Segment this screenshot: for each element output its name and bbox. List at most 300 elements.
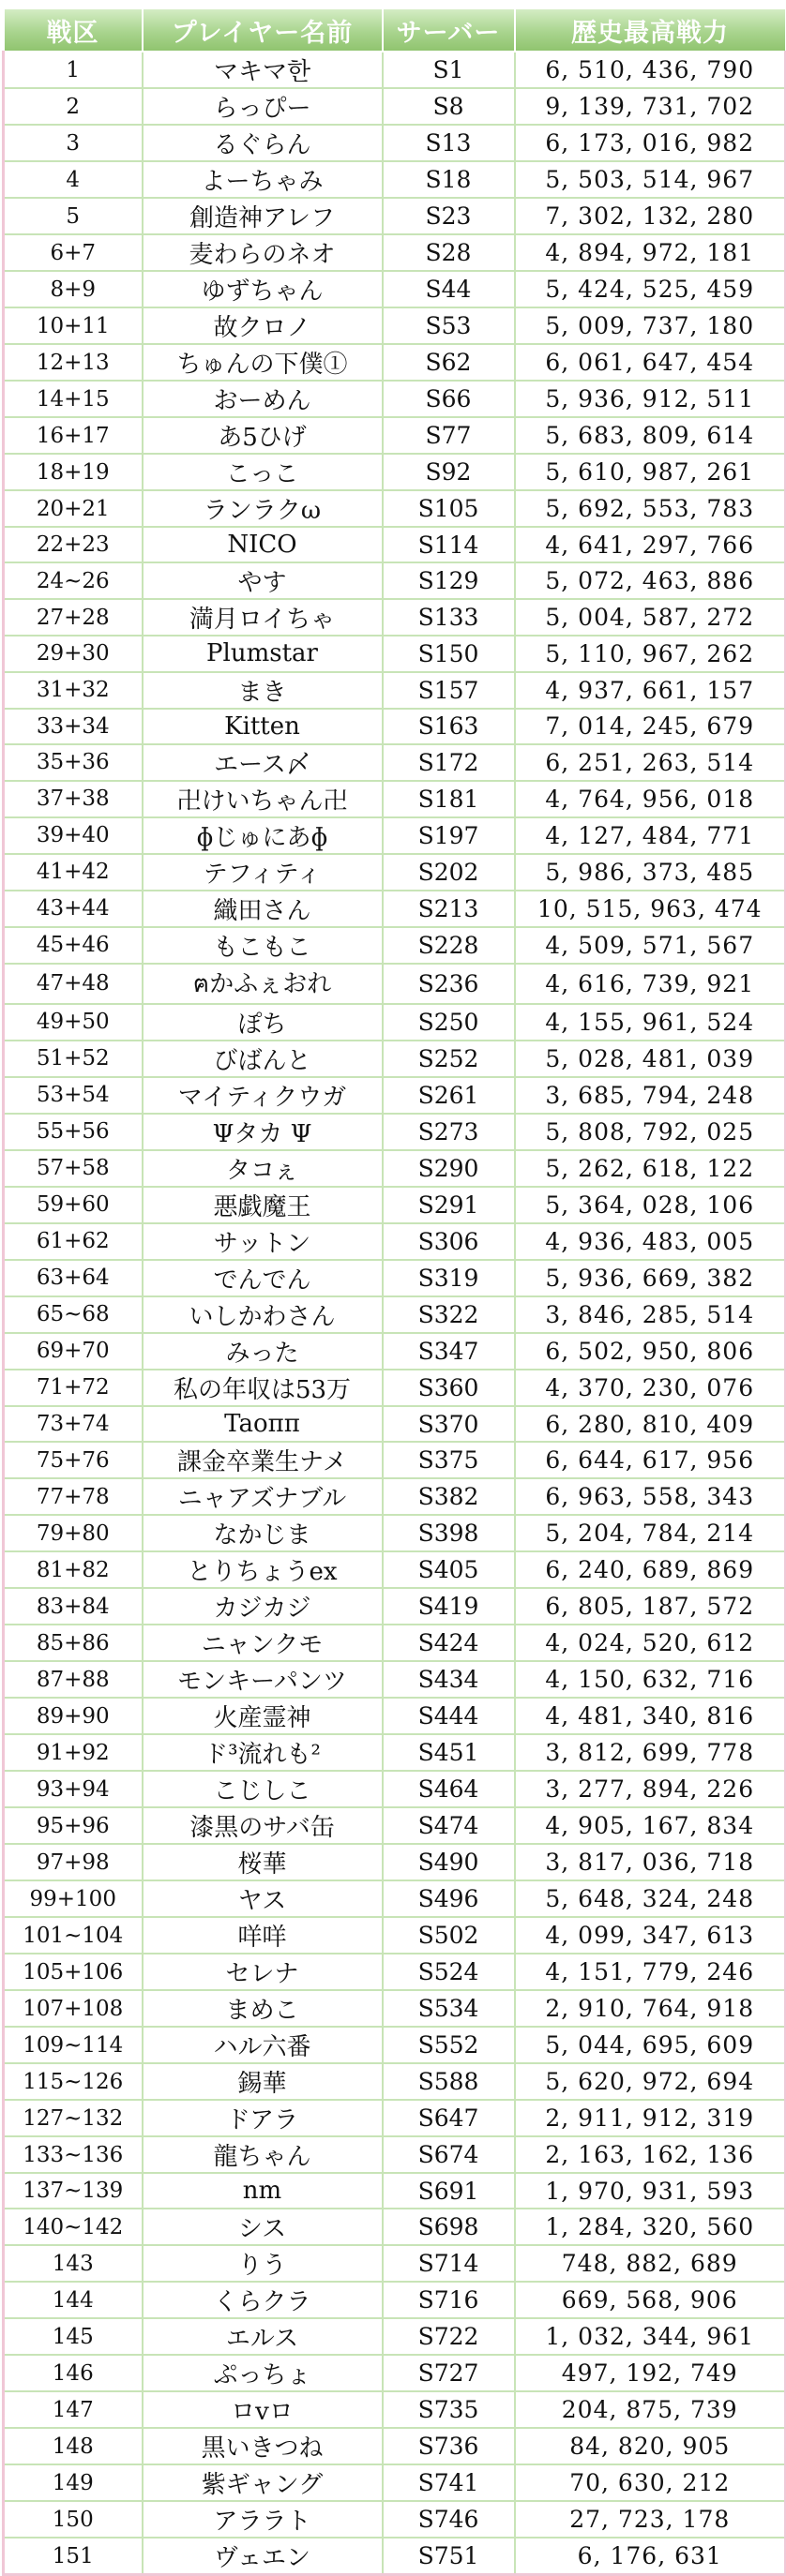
header-row: [4, 8, 786, 52]
server-cell: S751: [383, 2538, 515, 2575]
table-row: [4, 1625, 786, 1661]
player-cell: Taoππ: [143, 1406, 383, 1442]
server-cell: S319: [383, 1260, 515, 1296]
power-cell: 6, 805, 187, 572: [515, 1588, 786, 1625]
server-cell: S197: [383, 817, 515, 854]
area-cell: 41+42: [4, 854, 143, 891]
table-row: [4, 2209, 786, 2245]
server-cell: S13: [383, 125, 515, 161]
table-row: [4, 307, 786, 344]
power-cell: 5, 028, 481, 039: [515, 1041, 786, 1077]
player-cell: 課金卒業生ナメ: [143, 1442, 383, 1478]
server-cell: S77: [383, 417, 515, 454]
server-cell: S92: [383, 454, 515, 490]
area-cell: 51+52: [4, 1041, 143, 1077]
table-row: [4, 2355, 786, 2391]
player-cell: 私の年収は53万: [143, 1370, 383, 1406]
area-cell: 79+80: [4, 1515, 143, 1551]
power-cell: 6, 061, 647, 454: [515, 344, 786, 381]
area-cell: 37+38: [4, 781, 143, 817]
table-row: [4, 2245, 786, 2282]
server-cell: S172: [383, 744, 515, 781]
area-cell: 69+70: [4, 1333, 143, 1370]
table-row: [4, 562, 786, 599]
area-cell: 61+62: [4, 1223, 143, 1260]
power-cell: 4, 764, 956, 018: [515, 781, 786, 817]
area-cell: 22+23: [4, 527, 143, 562]
table-row: [4, 1223, 786, 1260]
table-row: [4, 1551, 786, 1588]
power-cell: 70, 630, 212: [515, 2464, 786, 2501]
area-cell: 87+88: [4, 1661, 143, 1698]
player-cell: ฅかふぇおれ: [143, 964, 383, 1004]
player-cell: いしかわさん: [143, 1296, 383, 1333]
server-cell: S236: [383, 964, 515, 1004]
player-cell: Plumstar: [143, 636, 383, 671]
server-cell: S252: [383, 1041, 515, 1077]
server-cell: S347: [383, 1333, 515, 1370]
player-cell: あ5ひげ: [143, 417, 383, 454]
area-cell: 101~104: [4, 1917, 143, 1954]
server-cell: S716: [383, 2282, 515, 2318]
table-row: [4, 1515, 786, 1551]
area-cell: 53+54: [4, 1077, 143, 1114]
player-cell: ゆずちゃん: [143, 271, 383, 307]
server-cell: S370: [383, 1406, 515, 1442]
area-cell: 148: [4, 2428, 143, 2464]
player-cell: ド³流れも²: [143, 1734, 383, 1771]
power-cell: 5, 044, 695, 609: [515, 2027, 786, 2063]
server-cell: S322: [383, 1296, 515, 1333]
power-cell: 5, 610, 987, 261: [515, 454, 786, 490]
server-cell: S250: [383, 1004, 515, 1041]
area-cell: 107+108: [4, 1990, 143, 2027]
power-cell: 5, 620, 972, 694: [515, 2063, 786, 2100]
server-cell: S53: [383, 307, 515, 344]
power-cell: 5, 110, 967, 262: [515, 636, 786, 671]
area-cell: 85+86: [4, 1625, 143, 1661]
table-row: [4, 1187, 786, 1223]
table-row: [4, 1406, 786, 1442]
area-cell: 73+74: [4, 1406, 143, 1442]
table-row: [4, 2538, 786, 2575]
player-cell: 漆黒のサバ缶: [143, 1807, 383, 1844]
player-cell: 紫ギャング: [143, 2464, 383, 2501]
server-cell: S524: [383, 1954, 515, 1990]
player-cell: るぐらん: [143, 125, 383, 161]
power-cell: 7, 014, 245, 679: [515, 709, 786, 744]
player-cell: らっぴー: [143, 88, 383, 125]
table-row: [4, 381, 786, 417]
area-cell: 77+78: [4, 1478, 143, 1515]
table-row: [4, 2027, 786, 2063]
power-cell: 4, 150, 632, 716: [515, 1661, 786, 1698]
table-row: [4, 1260, 786, 1296]
power-cell: 4, 151, 779, 246: [515, 1954, 786, 1990]
server-cell: S474: [383, 1807, 515, 1844]
server-cell: S741: [383, 2464, 515, 2501]
area-cell: 95+96: [4, 1807, 143, 1844]
player-cell: シス: [143, 2209, 383, 2245]
table-row: [4, 271, 786, 307]
area-cell: 99+100: [4, 1880, 143, 1917]
player-cell: Ψタカ Ψ: [143, 1114, 383, 1150]
table-row: [4, 2428, 786, 2464]
table-row: [4, 636, 786, 671]
area-cell: 97+98: [4, 1844, 143, 1880]
table-row: [4, 964, 786, 1004]
server-cell: S360: [383, 1370, 515, 1406]
table-row: [4, 2063, 786, 2100]
table-row: [4, 1698, 786, 1734]
area-cell: 29+30: [4, 636, 143, 671]
power-cell: 84, 820, 905: [515, 2428, 786, 2464]
player-cell: ヴェエン: [143, 2538, 383, 2575]
area-cell: 81+82: [4, 1551, 143, 1588]
server-cell: S213: [383, 891, 515, 927]
area-cell: 57+58: [4, 1150, 143, 1187]
table-row: [4, 1990, 786, 2027]
table-row: [4, 817, 786, 854]
player-cell: 龍ちゃん: [143, 2136, 383, 2173]
player-cell: まめこ: [143, 1990, 383, 2027]
area-cell: 45+46: [4, 927, 143, 964]
power-cell: 5, 692, 553, 783: [515, 490, 786, 527]
power-cell: 6, 510, 436, 790: [515, 52, 786, 88]
server-cell: S722: [383, 2318, 515, 2355]
power-cell: 2, 163, 162, 136: [515, 2136, 786, 2173]
power-cell: 4, 370, 230, 076: [515, 1370, 786, 1406]
area-cell: 1: [4, 52, 143, 88]
table-row: [4, 2173, 786, 2209]
player-cell: 火産霊神: [143, 1698, 383, 1734]
area-cell: 144: [4, 2282, 143, 2318]
table-row: [4, 1734, 786, 1771]
player-cell: 満月ロイちゃ: [143, 599, 383, 636]
player-cell: なかじま: [143, 1515, 383, 1551]
power-cell: 4, 905, 167, 834: [515, 1807, 786, 1844]
area-cell: 143: [4, 2245, 143, 2282]
header-server: サーバー: [383, 8, 515, 52]
area-cell: 35+36: [4, 744, 143, 781]
area-cell: 147: [4, 2391, 143, 2428]
server-cell: S490: [383, 1844, 515, 1880]
server-cell: S424: [383, 1625, 515, 1661]
player-cell: みった: [143, 1333, 383, 1370]
table-row: [4, 2100, 786, 2136]
player-cell: サットン: [143, 1223, 383, 1260]
power-cell: 4, 127, 484, 771: [515, 817, 786, 854]
table-row: [4, 125, 786, 161]
power-cell: 10, 515, 963, 474: [515, 891, 786, 927]
power-cell: 5, 072, 463, 886: [515, 562, 786, 599]
server-cell: S114: [383, 527, 515, 562]
player-cell: 咩咩: [143, 1917, 383, 1954]
player-cell: ɸじゅにあɸ: [143, 817, 383, 854]
player-cell: 創造神アレフ: [143, 198, 383, 234]
table-row: [4, 1880, 786, 1917]
server-cell: S735: [383, 2391, 515, 2428]
server-cell: S496: [383, 1880, 515, 1917]
area-cell: 83+84: [4, 1588, 143, 1625]
table-row: [4, 2282, 786, 2318]
player-cell: こじしこ: [143, 1771, 383, 1807]
area-cell: 55+56: [4, 1114, 143, 1150]
area-cell: 109~114: [4, 2027, 143, 2063]
area-cell: 4: [4, 161, 143, 198]
area-cell: 133~136: [4, 2136, 143, 2173]
player-cell: ヤス: [143, 1880, 383, 1917]
server-cell: S291: [383, 1187, 515, 1223]
table-row: [4, 198, 786, 234]
table-row: [4, 2318, 786, 2355]
power-cell: 27, 723, 178: [515, 2501, 786, 2538]
area-cell: 146: [4, 2355, 143, 2391]
power-cell: 6, 502, 950, 806: [515, 1333, 786, 1370]
table-row: [4, 88, 786, 125]
power-cell: 748, 882, 689: [515, 2245, 786, 2282]
power-cell: 1, 970, 931, 593: [515, 2173, 786, 2209]
player-cell: 黒いきつね: [143, 2428, 383, 2464]
power-cell: 5, 424, 525, 459: [515, 271, 786, 307]
area-cell: 5: [4, 198, 143, 234]
area-cell: 47+48: [4, 964, 143, 1004]
area-cell: 140~142: [4, 2209, 143, 2245]
table-row: [4, 1077, 786, 1114]
server-cell: S464: [383, 1771, 515, 1807]
table-row: [4, 1004, 786, 1041]
server-cell: S434: [383, 1661, 515, 1698]
header-player: プレイヤー名前: [143, 8, 383, 52]
area-cell: 71+72: [4, 1370, 143, 1406]
player-cell: ぷっちょ: [143, 2355, 383, 2391]
server-cell: S419: [383, 1588, 515, 1625]
area-cell: 2: [4, 88, 143, 125]
server-cell: S534: [383, 1990, 515, 2027]
power-cell: 3, 812, 699, 778: [515, 1734, 786, 1771]
area-cell: 127~132: [4, 2100, 143, 2136]
power-cell: 3, 685, 794, 248: [515, 1077, 786, 1114]
server-cell: S273: [383, 1114, 515, 1150]
server-cell: S698: [383, 2209, 515, 2245]
player-cell: ランラクω: [143, 490, 383, 527]
area-cell: 3: [4, 125, 143, 161]
area-cell: 20+21: [4, 490, 143, 527]
player-cell: テフィティ: [143, 854, 383, 891]
player-cell: やす: [143, 562, 383, 599]
server-cell: S398: [383, 1515, 515, 1551]
area-cell: 93+94: [4, 1771, 143, 1807]
server-cell: S444: [383, 1698, 515, 1734]
power-cell: 4, 155, 961, 524: [515, 1004, 786, 1041]
player-cell: おーめん: [143, 381, 383, 417]
power-cell: 4, 099, 347, 613: [515, 1917, 786, 1954]
power-cell: 204, 875, 739: [515, 2391, 786, 2428]
server-cell: S18: [383, 161, 515, 198]
area-cell: 39+40: [4, 817, 143, 854]
player-cell: ちゅんの下僕①: [143, 344, 383, 381]
player-cell: よーちゃみ: [143, 161, 383, 198]
area-cell: 59+60: [4, 1187, 143, 1223]
power-cell: 5, 808, 792, 025: [515, 1114, 786, 1150]
table-row: [4, 709, 786, 744]
area-cell: 18+19: [4, 454, 143, 490]
player-cell: びばんと: [143, 1041, 383, 1077]
power-cell: 5, 503, 514, 967: [515, 161, 786, 198]
server-cell: S181: [383, 781, 515, 817]
table-row: [4, 1296, 786, 1333]
area-cell: 16+17: [4, 417, 143, 454]
table-row: [4, 1954, 786, 1990]
power-cell: 4, 937, 661, 157: [515, 672, 786, 709]
server-cell: S552: [383, 2027, 515, 2063]
server-cell: S157: [383, 672, 515, 709]
player-cell: 桜華: [143, 1844, 383, 1880]
player-cell: NICO: [143, 527, 383, 562]
player-cell: タコぇ: [143, 1150, 383, 1187]
power-cell: 5, 936, 912, 511: [515, 381, 786, 417]
player-cell: 織田さん: [143, 891, 383, 927]
area-cell: 43+44: [4, 891, 143, 927]
table-row: [4, 161, 786, 198]
area-cell: 151: [4, 2538, 143, 2575]
player-cell: 卍けいちゃん卍: [143, 781, 383, 817]
power-cell: 4, 616, 739, 921: [515, 964, 786, 1004]
power-cell: 3, 817, 036, 718: [515, 1844, 786, 1880]
area-cell: 33+34: [4, 709, 143, 744]
server-cell: S588: [383, 2063, 515, 2100]
player-cell: アララト: [143, 2501, 383, 2538]
area-cell: 12+13: [4, 344, 143, 381]
server-cell: S736: [383, 2428, 515, 2464]
power-cell: 5, 004, 587, 272: [515, 599, 786, 636]
server-cell: S290: [383, 1150, 515, 1187]
table-row: [4, 1844, 786, 1880]
server-cell: S133: [383, 599, 515, 636]
area-cell: 27+28: [4, 599, 143, 636]
area-cell: 91+92: [4, 1734, 143, 1771]
server-cell: S202: [383, 854, 515, 891]
table-row: [4, 781, 786, 817]
table-row: [4, 490, 786, 527]
server-cell: S306: [383, 1223, 515, 1260]
server-cell: S451: [383, 1734, 515, 1771]
server-cell: S691: [383, 2173, 515, 2209]
player-cell: 悪戯魔王: [143, 1187, 383, 1223]
table-row: [4, 1041, 786, 1077]
area-cell: 63+64: [4, 1260, 143, 1296]
player-cell: りう: [143, 2245, 383, 2282]
server-cell: S382: [383, 1478, 515, 1515]
player-cell: Kitten: [143, 709, 383, 744]
power-cell: 669, 568, 906: [515, 2282, 786, 2318]
player-cell: ドアラ: [143, 2100, 383, 2136]
server-cell: S62: [383, 344, 515, 381]
player-cell: でんでん: [143, 1260, 383, 1296]
table-row: [4, 1917, 786, 1954]
server-cell: S674: [383, 2136, 515, 2173]
area-cell: 65~68: [4, 1296, 143, 1333]
power-cell: 6, 176, 631: [515, 2538, 786, 2575]
server-cell: S8: [383, 88, 515, 125]
server-cell: S150: [383, 636, 515, 671]
player-cell: マイティクウガ: [143, 1077, 383, 1114]
server-cell: S23: [383, 198, 515, 234]
table-row: [4, 854, 786, 891]
power-cell: 4, 936, 483, 005: [515, 1223, 786, 1260]
area-cell: 150: [4, 2501, 143, 2538]
table-row: [4, 1150, 786, 1187]
area-cell: 105+106: [4, 1954, 143, 1990]
power-cell: 7, 302, 132, 280: [515, 198, 786, 234]
table-row: [4, 1771, 786, 1807]
table-row: [4, 417, 786, 454]
power-cell: 2, 910, 764, 918: [515, 1990, 786, 2027]
area-cell: 6+7: [4, 234, 143, 271]
table-row: [4, 454, 786, 490]
server-cell: S28: [383, 234, 515, 271]
power-cell: 1, 284, 320, 560: [515, 2209, 786, 2245]
player-cell: まき: [143, 672, 383, 709]
table-row: [4, 1588, 786, 1625]
area-cell: 137~139: [4, 2173, 143, 2209]
player-cell: モンキーパンツ: [143, 1661, 383, 1698]
power-cell: 4, 481, 340, 816: [515, 1698, 786, 1734]
power-cell: 5, 986, 373, 485: [515, 854, 786, 891]
area-cell: 14+15: [4, 381, 143, 417]
player-cell: 錫華: [143, 2063, 383, 2100]
power-cell: 5, 364, 028, 106: [515, 1187, 786, 1223]
power-cell: 4, 024, 520, 612: [515, 1625, 786, 1661]
player-cell: カジカジ: [143, 1588, 383, 1625]
table-row: [4, 1370, 786, 1406]
header-power: 歴史最高戦力: [515, 8, 786, 52]
player-cell: ニャアズナブル: [143, 1478, 383, 1515]
player-cell: nm: [143, 2173, 383, 2209]
player-cell: セレナ: [143, 1954, 383, 1990]
area-cell: 10+11: [4, 307, 143, 344]
player-cell: もこもこ: [143, 927, 383, 964]
player-cell: マキマ한: [143, 52, 383, 88]
power-cell: 2, 911, 912, 319: [515, 2100, 786, 2136]
area-cell: 115~126: [4, 2063, 143, 2100]
server-cell: S261: [383, 1077, 515, 1114]
table-row: [4, 927, 786, 964]
player-cell: くらクラ: [143, 2282, 383, 2318]
player-cell: ぽち: [143, 1004, 383, 1041]
player-cell: ニャンクモ: [143, 1625, 383, 1661]
power-cell: 3, 846, 285, 514: [515, 1296, 786, 1333]
table-row: [4, 2464, 786, 2501]
player-cell: 故クロノ: [143, 307, 383, 344]
server-cell: S228: [383, 927, 515, 964]
server-cell: S375: [383, 1442, 515, 1478]
table-row: [4, 2501, 786, 2538]
player-cell: エース〆: [143, 744, 383, 781]
player-cell: こっこ: [143, 454, 383, 490]
server-cell: S105: [383, 490, 515, 527]
power-cell: 5, 204, 784, 214: [515, 1515, 786, 1551]
server-cell: S163: [383, 709, 515, 744]
server-cell: S66: [383, 381, 515, 417]
power-cell: 5, 683, 809, 614: [515, 417, 786, 454]
table-row: [4, 234, 786, 271]
player-cell: エルス: [143, 2318, 383, 2355]
area-cell: 89+90: [4, 1698, 143, 1734]
table-row: [4, 344, 786, 381]
server-cell: S647: [383, 2100, 515, 2136]
power-cell: 4, 641, 297, 766: [515, 527, 786, 562]
